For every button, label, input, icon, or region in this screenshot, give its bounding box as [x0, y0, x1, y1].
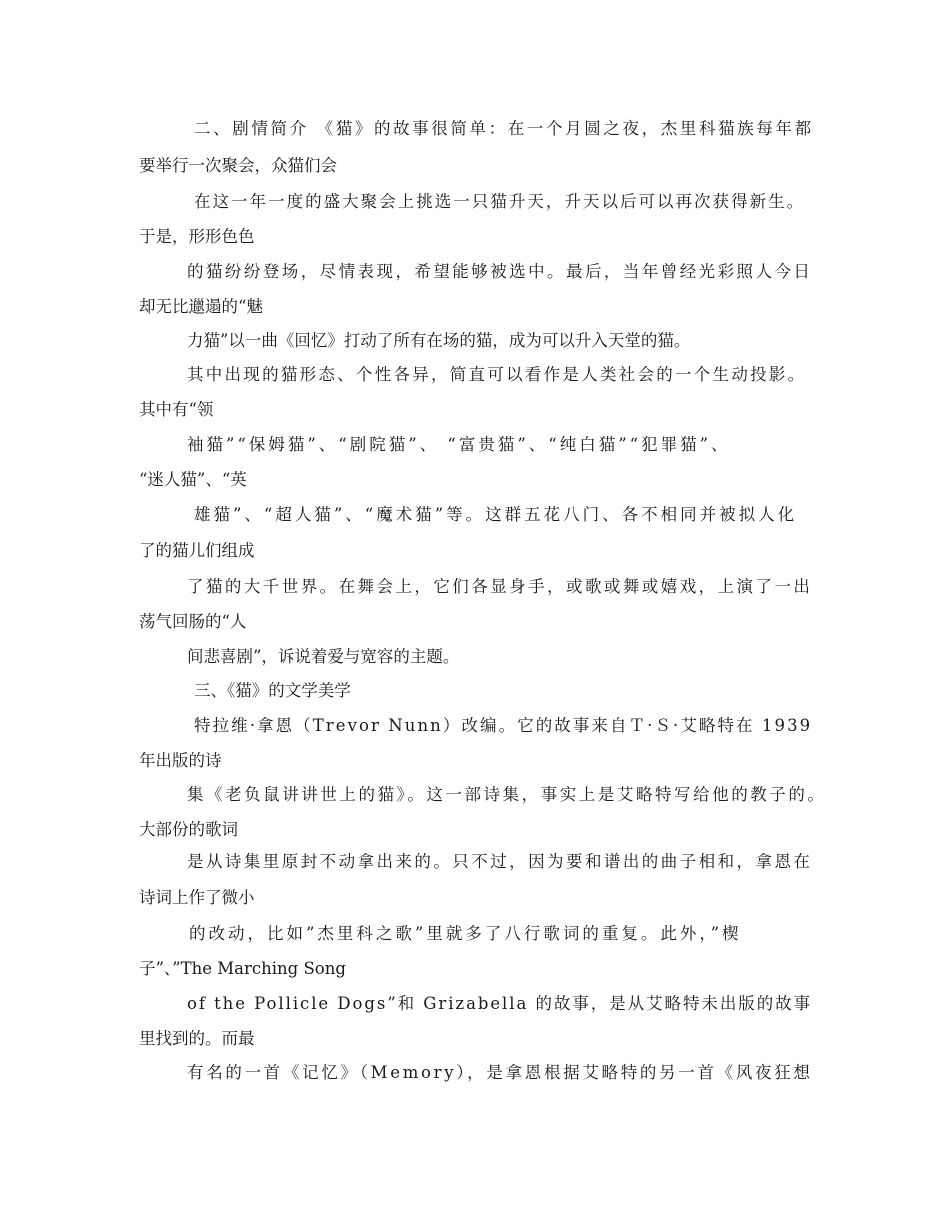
text-line: 年出版的诗 — [139, 751, 222, 770]
text-line: of the Pollicle Dogs”和 Grizabella 的故事，是从艾略特未出版的故事 — [187, 994, 813, 1013]
text-line: “迷人猫”、“英 — [139, 470, 247, 489]
text-line: 有名的一首《记忆》（Memory），是拿恩根据艾略特的另一首《风夜狂想 — [187, 1063, 813, 1082]
text-line: 在这一年一度的盛大聚会上挑选一只猫升天，升天以后可以再次获得新生。 — [194, 192, 806, 211]
text-line: 于是，形形色色 — [139, 227, 255, 246]
text-line: 却无比邋遢的“魅 — [139, 297, 263, 316]
text-line: 的改动，比如”杰里科之歌”里就多了八行歌词的重复。此外，”楔 — [189, 924, 742, 943]
text-line: 其中有“领 — [139, 400, 214, 419]
text-line: 雄猫”、“超人猫”、“魔术猫”等。这群五花八门、各不相同并被拟人化 — [194, 505, 798, 524]
text-line: 二、剧情简介 《猫》的故事很简单：在一个月圆之夜，杰里科猫族每年都 — [194, 119, 814, 138]
text-line: 特拉维·拿恩（Trevor Nunn）改编。它的故事来自Ｔ·Ｓ·艾略特在 1939 — [194, 716, 813, 735]
text-line: 荡气回肠的“人 — [139, 612, 247, 631]
text-line: 大部份的歌词 — [139, 820, 238, 839]
text-line: 其中出现的猫形态、个性各异，简直可以看作是人类社会的一个生动投影。 — [187, 365, 807, 384]
text-line: 里找到的。而最 — [139, 1029, 255, 1048]
text-line: 间悲喜剧”，诉说着爱与宽容的主题。 — [187, 647, 460, 666]
text-line: 袖猫”“保姆猫”、“剧院猫”、 “富贵猫”、“纯白猫”“犯罪猫”、 — [187, 435, 731, 454]
text-line: 是从诗集里原封不动拿出来的。只不过，因为要和谱出的曲子相和，拿恩在 — [187, 852, 813, 871]
text-line: 了猫的大千世界。在舞会上，它们各显身手，或歌或舞或嬉戏，上演了一出 — [187, 577, 813, 596]
text-line: 了的猫儿们组成 — [139, 541, 255, 560]
text-line: 的猫纷纷登场，尽情表现，希望能够被选中。最后，当年曾经光彩照人今日 — [187, 262, 813, 281]
section-heading: 三、《猫》的文学美学 — [194, 681, 351, 700]
text-line: 力猫”以一曲《回忆》打动了所有在场的猫，成为可以升入天堂的猫。 — [187, 331, 691, 350]
text-line: 要举行一次聚会，众猫们会 — [139, 156, 337, 175]
text-line: 集《老负鼠讲讲世上的猫》。这一部诗集，事实上是艾略特写给他的教子的。 — [187, 785, 827, 804]
text-line: 子”、”The Marching Song — [139, 959, 346, 978]
text-line: 诗词上作了微小 — [139, 888, 255, 907]
